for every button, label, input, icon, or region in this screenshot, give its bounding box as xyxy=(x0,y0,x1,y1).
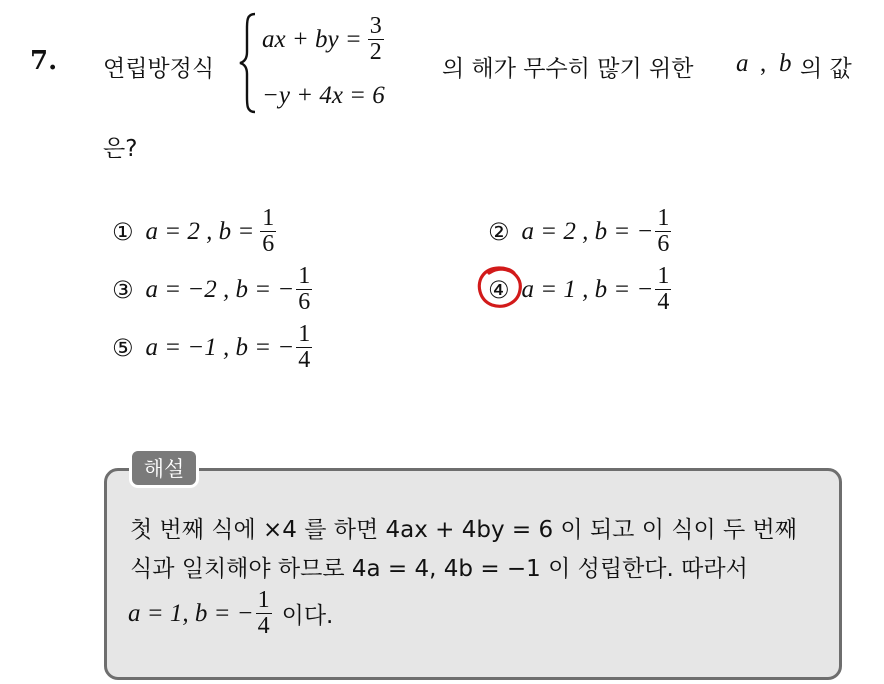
fraction-denominator: 6 xyxy=(262,231,275,258)
choice-3-text: a = −2 , b = − xyxy=(145,275,295,303)
fraction-denominator: 6 xyxy=(298,289,311,316)
fraction-numerator: 1 xyxy=(257,587,270,613)
variable-a: a xyxy=(736,50,749,77)
solution-line-1: 첫 번째 식에 ×4 를 하면 4ax + 4by = 6 이 되고 이 식이 두 번째 xyxy=(130,517,797,543)
fraction-denominator: 4 xyxy=(298,347,311,374)
choice-1-mark: ① xyxy=(112,217,134,246)
variable-b: b xyxy=(779,50,792,77)
answer-highlight-circle xyxy=(474,264,526,310)
choice-5-mark: ⑤ xyxy=(112,333,134,362)
choice-5-fraction xyxy=(296,322,312,373)
fraction-denominator: 4 xyxy=(657,289,670,316)
fraction-numerator: 1 xyxy=(298,263,311,289)
solution-line-3-math: a = 1, b = − xyxy=(128,599,254,627)
fraction-denominator: 4 xyxy=(257,613,270,640)
choice-4-fraction xyxy=(655,264,671,315)
solution-fraction xyxy=(256,588,272,639)
fraction-numerator: 1 xyxy=(298,321,311,347)
fraction-numerator: 1 xyxy=(657,263,670,289)
equation-2: −y + 4x = 6 xyxy=(262,82,385,109)
fraction-numerator: 1 xyxy=(657,205,670,231)
choice-3-mark: ③ xyxy=(112,275,134,304)
comma: , xyxy=(760,50,767,77)
question-tail-end: 의 값 xyxy=(800,56,852,82)
equation-1-lhs: ax + by = xyxy=(262,25,362,53)
choice-2-text: a = 2 , b = − xyxy=(521,217,654,245)
solution-line-3 xyxy=(128,588,333,639)
fraction-numerator: 3 xyxy=(369,13,382,39)
choice-4-text: a = 1 , b = − xyxy=(521,275,654,303)
choice-1[interactable] xyxy=(112,206,276,257)
solution-line-2: 식과 일치해야 하므로 4a = 4, 4b = −1 이 성립한다. 따라서 xyxy=(130,556,748,582)
choice-3[interactable] xyxy=(112,264,312,315)
question-line-2: 은? xyxy=(103,136,138,162)
choice-4-mark: ④ xyxy=(488,275,510,304)
choice-5-text: a = −1 , b = − xyxy=(145,333,295,361)
system-brace xyxy=(238,12,258,114)
fraction-denominator: 6 xyxy=(657,231,670,258)
question-tail-text: 의 해가 무수히 많기 위한 xyxy=(442,56,694,82)
choice-2-mark: ② xyxy=(488,217,510,246)
choice-2[interactable] xyxy=(488,206,671,257)
solution-line-3-tail: 이다. xyxy=(281,603,334,630)
choice-1-fraction xyxy=(260,206,276,257)
choice-3-fraction xyxy=(296,264,312,315)
question-lead-text: 연립방정식 xyxy=(103,56,215,82)
choice-2-fraction xyxy=(655,206,671,257)
question-number: 7. xyxy=(30,46,58,76)
equation-1 xyxy=(262,14,384,65)
choice-1-text: a = 2 , b = xyxy=(145,217,255,245)
fraction-denominator: 2 xyxy=(369,39,382,66)
fraction-numerator: 1 xyxy=(262,205,275,231)
choice-5[interactable] xyxy=(112,322,312,373)
solution-tab: 해설 xyxy=(129,448,199,488)
equation-1-fraction xyxy=(368,14,384,65)
